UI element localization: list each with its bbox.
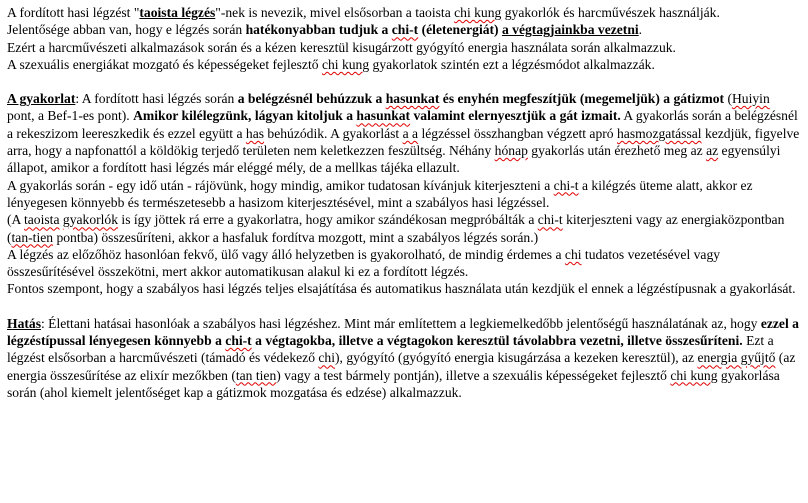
text-run: pont, a Bef-1-es pont).	[7, 108, 134, 124]
text-run: kiterjeszteni vagy az energiaközpontban (	[7, 212, 785, 245]
text-run: (az energia összesűrítése az elixír mezőkben (	[7, 350, 796, 383]
text-run: a végtagokba, illetve a végtagokon keresztül távolabbra vezetni, illetve összesűríteni.	[251, 333, 743, 349]
text-run: a kilégzés üteme alatt, akkor ez lényegesen könnyebb és természetesebb a hasizom kiterjesztésével, mint a szabályos hasi légzéssel.	[7, 177, 753, 210]
text-run: : Élettani hatásai hasonlóak a szabályos hasi légzéshez. Mint már említettem a legkiemelkedőbb jelentőségű használatának az, hogy	[40, 315, 761, 331]
text-run: gyakorlása során (ahol kiemelt jelentőséget kap a gátizmok mozgatása és edzése) alkalmazzuk.	[7, 367, 780, 400]
spellcheck-word: a a	[402, 125, 419, 141]
text-run: pontba) összesűríteni, akkor a hasfaluk fordítva mozgott, mint a szabályos légzés során.)	[53, 229, 539, 245]
text-run: kezdjük, figyelve arra, hogy a napfonattól a köldökig terjedő területen nem keletkezzen feszültség. Néhány	[7, 125, 800, 159]
text-run: Hatás	[7, 315, 41, 331]
text-run: Fontos szempont, hogy a szabályos hasi légzés teljes elsajátítása és automatikus használata után kezdjük el ennek a légzéstípusnak a gyakorlását.	[7, 281, 796, 297]
text-run: gyakorlók és harcművészek használják.	[501, 5, 720, 20]
text-run: : A fordított hasi légzés során	[75, 91, 238, 107]
spellcheck-word: chi-t	[391, 22, 419, 38]
text-run: hatékonyabban tudjuk a	[245, 22, 392, 38]
text-run: Ezt a légzést elsősorban a harcművészeti (támadó és védekező	[7, 333, 774, 366]
text-run: A szexuális energiákat mozgató és képességeket fejlesztő	[7, 56, 322, 72]
spellcheck-word: hasmozgatással	[616, 125, 702, 141]
text-run: ezzel a légzéstípussal lényegesen könnyebb a	[7, 315, 799, 349]
spellcheck-word: hónap	[494, 143, 528, 159]
text-run: valamint elernyesztjük a gát izmait.	[410, 108, 621, 124]
text-run: A gyakorlás során - egy idő után - rájövünk, hogy mindig, amikor tudatosan kívánjuk kiterjeszteni a	[7, 177, 554, 193]
text-run: Jelentősége abban van, hogy e légzés során	[7, 22, 246, 38]
text-run: (A	[7, 212, 24, 228]
spellcheck-word: tan tien	[235, 367, 277, 383]
text-run: Ezért a harcművészeti alkalmazások során és a kézen keresztül kisugárzott gyógyító energia használata során alkalmazzuk.	[7, 39, 676, 55]
text-run: gyakorlás után érezhető meg az	[527, 143, 707, 159]
text-run: a végtagjainkba vezetni	[501, 22, 639, 38]
text-run: és enyhén megfeszítjük (megemeljük) a gátizmot	[439, 91, 725, 107]
paragraph-intro-1	[7, 4, 800, 21]
spellcheck-word: taoista	[24, 212, 60, 228]
text-run: a belégzésnél behúzzuk a	[237, 91, 386, 107]
spellcheck-word: hasunkat	[356, 108, 411, 124]
paragraph-gyakorlas-kiterjesztes	[7, 177, 800, 212]
spellcheck-word: tan-tien	[11, 229, 54, 245]
text-run: taoista légzés	[139, 5, 216, 20]
spellcheck-word: chi	[318, 350, 335, 366]
text-run: légzéssel összhangban végzett apró	[418, 125, 617, 141]
spellcheck-word: chi	[564, 246, 582, 262]
spellcheck-word: chi kung	[454, 5, 502, 20]
text-run: A fordított hasi légzést "	[7, 5, 140, 20]
paragraph-hatas	[7, 315, 800, 401]
paragraph-fontos-szempont	[7, 280, 800, 297]
paragraph-taoista-gyakorlok	[7, 211, 800, 246]
spellcheck-word: hasunkat	[385, 91, 440, 107]
text-run: (	[724, 91, 732, 107]
text-run: "-nek is nevezik, mivel elsősorban a taoista	[215, 5, 455, 20]
paragraph-intro-2	[7, 21, 800, 38]
spellcheck-word: chi-t	[553, 177, 579, 193]
spellcheck-word: chi kung	[670, 367, 718, 383]
paragraph-spacer	[7, 298, 800, 315]
paragraph-intro-4	[7, 56, 800, 73]
spellcheck-word: Huiyin	[731, 91, 770, 107]
text-run: .	[638, 22, 643, 38]
spellcheck-word: energia gyűjtő	[697, 350, 776, 366]
text-run: A légzés az előzőhöz hasonlóan fekvő, ülő vagy álló helyzetben is gyakorolható, de mindig érdemes a	[7, 246, 565, 262]
text-run: (életenergiát)	[418, 22, 502, 38]
text-run: ), gyógyító (gyógyító energia kisugárzása a kezeken keresztül), az	[335, 350, 698, 366]
text-run: A gyakorlat	[7, 91, 76, 107]
text-run: ) vagy a test bármely pontján), illetve a szexuális képességeket fejlesztő	[276, 367, 671, 383]
text-run: is így jöttek rá erre a gyakorlatra, hogy amikor szándékosan megpróbálták a	[118, 212, 538, 228]
paragraph-testhelyzet	[7, 246, 800, 281]
text-run: behúzódik. A gyakorlást	[264, 125, 403, 141]
text-run: A gyakorlás során a belégzésnél a rekeszizom leereszkedik és ezzel együtt a	[7, 108, 798, 141]
spellcheck-word: has	[245, 125, 265, 141]
paragraph-spacer	[7, 73, 800, 90]
spellcheck-word: chi-t	[225, 333, 252, 349]
text-run: gyakorlatok szintén ezt a légzésmódot alkalmazzák.	[369, 56, 655, 72]
spellcheck-word: gyakorlók	[62, 212, 119, 228]
spellcheck-word: chi kung	[321, 56, 370, 72]
spellcheck-word: az	[706, 143, 719, 159]
paragraph-intro-3	[7, 39, 800, 56]
text-run: egyensúlyi állapot, amikor a fordított hasi légzés már eléggé mély, de a mellkas tájéka ellazult.	[7, 143, 781, 176]
text-run: Amikor kilélegzünk, lágyan kitoljuk a	[133, 108, 357, 124]
text-run: tudatos vezetésével vagy összesűrítésével összekötni, mert akkor automatikusan alakul ki ez a fordított légzés.	[7, 246, 721, 280]
spellcheck-word: chi-t	[537, 212, 563, 228]
paragraph-gyakorlat	[7, 90, 800, 176]
